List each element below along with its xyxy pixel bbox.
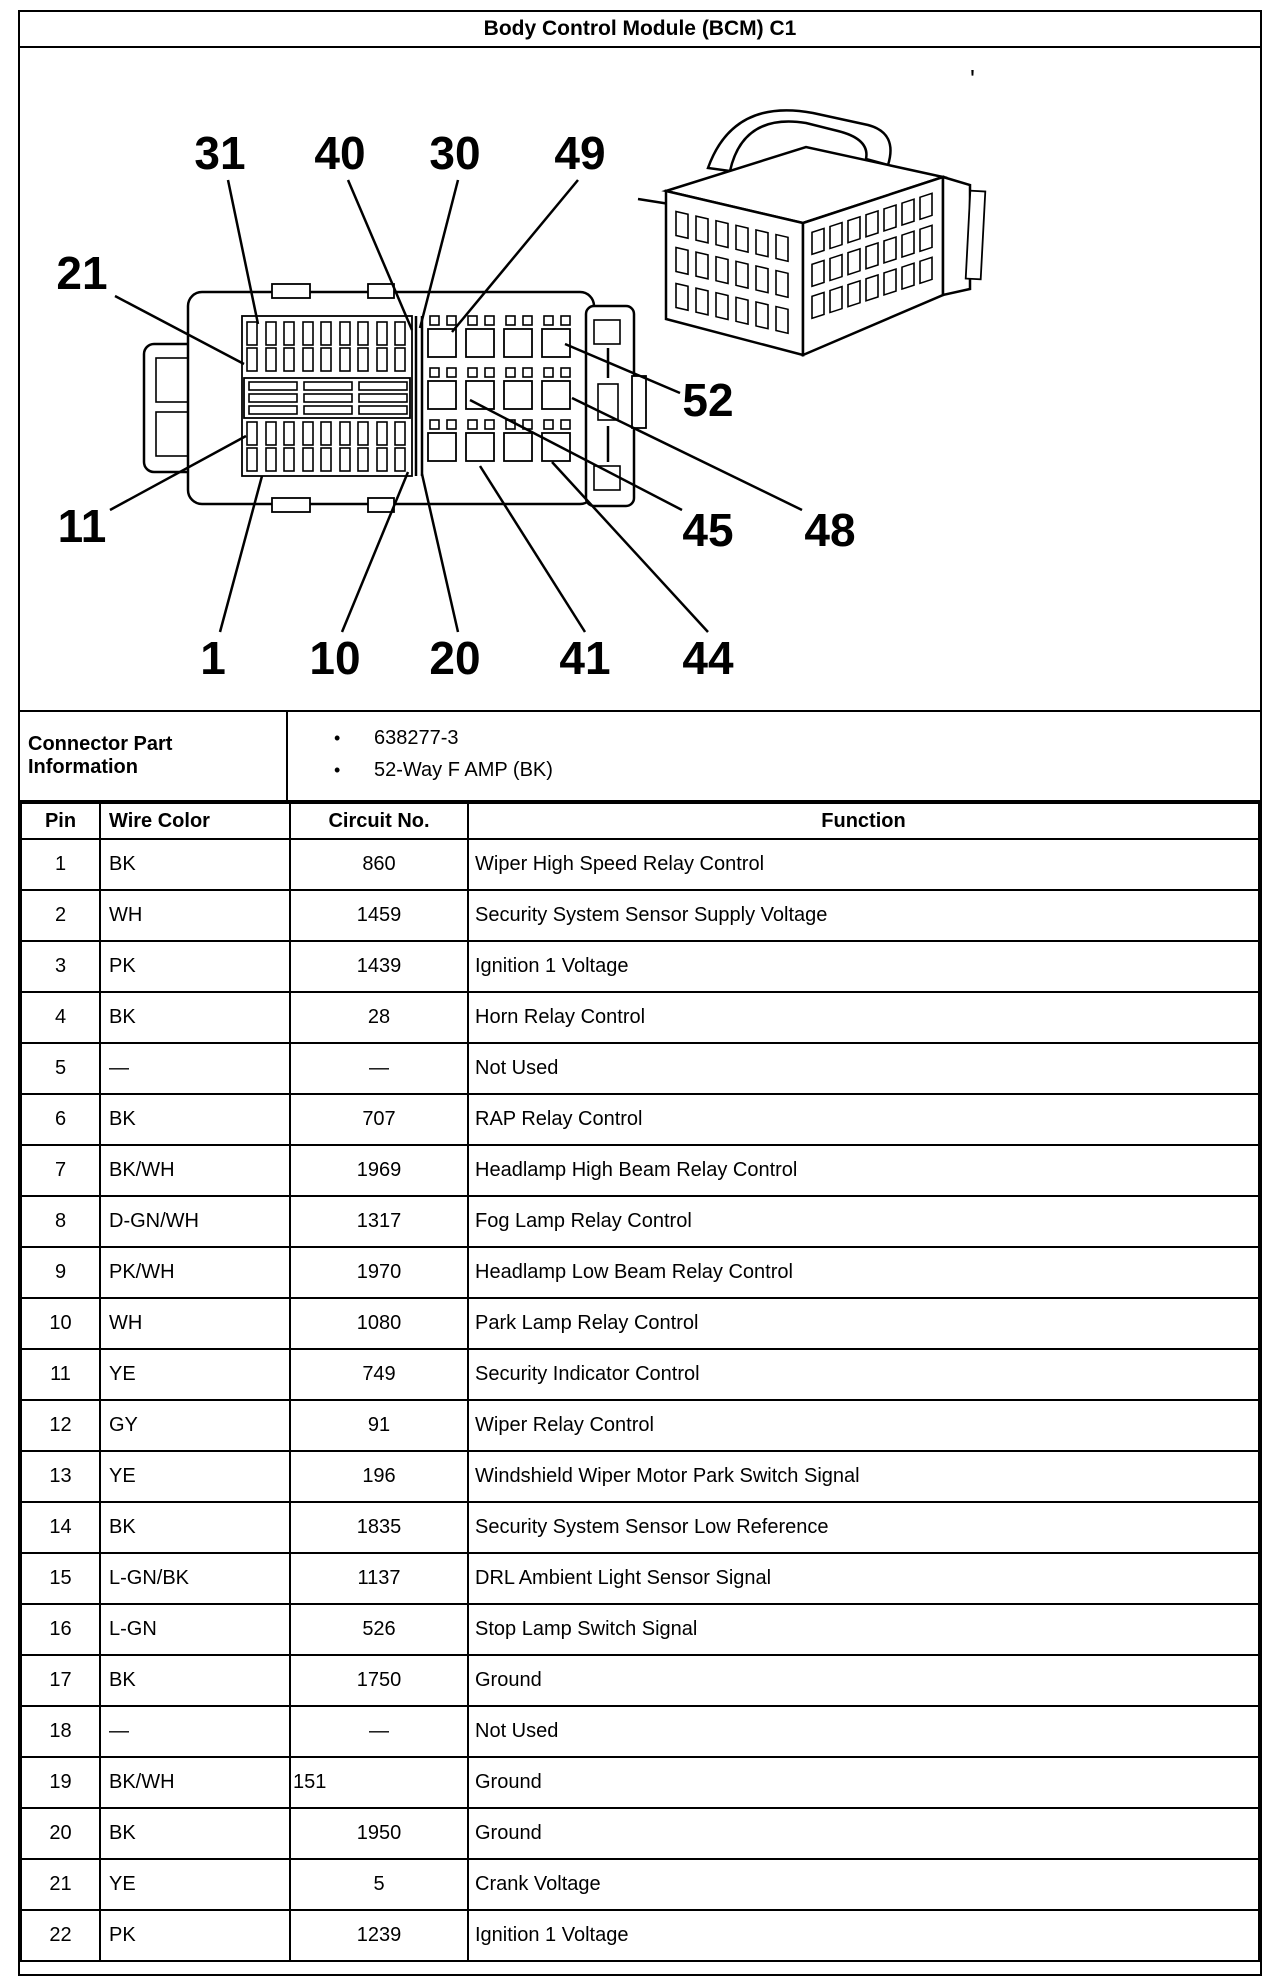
circuit-cell: 151 (290, 1757, 468, 1808)
callout-31: 31 (194, 127, 246, 179)
wire-color-cell: BK (100, 839, 290, 890)
wire-color-cell: PK (100, 941, 290, 992)
wire-color-cell: BK (100, 1094, 290, 1145)
callout-21: 21 (56, 247, 108, 299)
connector-3d-drawing (638, 110, 985, 355)
function-cell: Fog Lamp Relay Control (468, 1196, 1259, 1247)
table-row (21, 1553, 1259, 1604)
circuit-cell: 749 (290, 1349, 468, 1400)
wire-color-cell: L-GN (100, 1604, 290, 1655)
function-cell: Windshield Wiper Motor Park Switch Signal (468, 1451, 1259, 1502)
wire-color-cell: BK (100, 992, 290, 1043)
col-header-circuit: Circuit No. (290, 803, 468, 839)
circuit-cell: 1969 (290, 1145, 468, 1196)
callout-40: 40 (314, 127, 366, 179)
table-row (21, 1094, 1259, 1145)
callout-41: 41 (559, 632, 611, 684)
function-cell: Security Indicator Control (468, 1349, 1259, 1400)
function-cell: Wiper High Speed Relay Control (468, 839, 1259, 890)
wire-color-cell: BK/WH (100, 1145, 290, 1196)
connector-part-information-section (20, 712, 1260, 802)
pin-cell: 2 (21, 890, 100, 941)
pin-cell: 20 (21, 1808, 100, 1859)
wire-color-cell: WH (100, 890, 290, 941)
wire-color-cell: BK (100, 1808, 290, 1859)
function-cell: Wiper Relay Control (468, 1400, 1259, 1451)
wire-color-cell: D-GN/WH (100, 1196, 290, 1247)
pin-cell: 21 (21, 1859, 100, 1910)
table-row (21, 1451, 1259, 1502)
pin-table (20, 802, 1260, 1962)
circuit-cell: — (290, 1043, 468, 1094)
pin-cell: 4 (21, 992, 100, 1043)
table-row (21, 1043, 1259, 1094)
col-header-wire-color: Wire Color (100, 803, 290, 839)
function-cell: Ground (468, 1655, 1259, 1706)
wire-color-cell: PK (100, 1910, 290, 1961)
callout-45: 45 (682, 504, 734, 556)
pin-cell: 22 (21, 1910, 100, 1961)
function-cell: Ignition 1 Voltage (468, 941, 1259, 992)
table-row (21, 1502, 1259, 1553)
pin-cell: 7 (21, 1145, 100, 1196)
pin-cell: 1 (21, 839, 100, 890)
function-cell: Ground (468, 1757, 1259, 1808)
callout-10: 10 (309, 632, 361, 684)
callout-30: 30 (429, 127, 481, 179)
pin-cell: 11 (21, 1349, 100, 1400)
circuit-cell: 860 (290, 839, 468, 890)
table-row (21, 992, 1259, 1043)
connector-type: 52-Way F AMP (BK) (374, 759, 553, 781)
pin-table-header-row (21, 803, 1259, 839)
table-row (21, 1196, 1259, 1247)
wire-color-cell: L-GN/BK (100, 1553, 290, 1604)
connector-face-drawing (144, 284, 646, 512)
wire-color-cell: BK/WH (100, 1757, 290, 1808)
bullet-icon: • (334, 728, 341, 748)
circuit-cell: 196 (290, 1451, 468, 1502)
pin-cell: 19 (21, 1757, 100, 1808)
circuit-cell: 1439 (290, 941, 468, 992)
callout-20: 20 (429, 632, 481, 684)
callout-49: 49 (554, 127, 606, 179)
circuit-cell: 526 (290, 1604, 468, 1655)
function-cell: Stop Lamp Switch Signal (468, 1604, 1259, 1655)
wire-color-cell: YE (100, 1451, 290, 1502)
table-row (21, 1706, 1259, 1757)
table-row (21, 1757, 1259, 1808)
wire-color-cell: BK (100, 1655, 290, 1706)
wire-color-cell: BK (100, 1502, 290, 1553)
pin-cell: 17 (21, 1655, 100, 1706)
table-row (21, 1247, 1259, 1298)
col-header-pin: Pin (21, 803, 100, 839)
wire-color-cell: — (100, 1706, 290, 1757)
pin-cell: 10 (21, 1298, 100, 1349)
pin-cell: 13 (21, 1451, 100, 1502)
pin-cell: 18 (21, 1706, 100, 1757)
part-info-item (334, 727, 1260, 750)
table-row (21, 1808, 1259, 1859)
wire-color-cell: PK/WH (100, 1247, 290, 1298)
function-cell: Ignition 1 Voltage (468, 1910, 1259, 1961)
pin-cell: 9 (21, 1247, 100, 1298)
circuit-cell: 91 (290, 1400, 468, 1451)
circuit-cell: 1950 (290, 1808, 468, 1859)
callout-44: 44 (682, 632, 734, 684)
connector-diagram-svg (20, 48, 1260, 712)
function-cell: Ground (468, 1808, 1259, 1859)
part-info-item (334, 759, 1260, 782)
table-row (21, 1859, 1259, 1910)
function-cell: Headlamp Low Beam Relay Control (468, 1247, 1259, 1298)
function-cell: Crank Voltage (468, 1859, 1259, 1910)
function-cell: RAP Relay Control (468, 1094, 1259, 1145)
circuit-cell: 28 (290, 992, 468, 1043)
circuit-cell: 5 (290, 1859, 468, 1910)
wire-color-cell: GY (100, 1400, 290, 1451)
function-cell: Park Lamp Relay Control (468, 1298, 1259, 1349)
circuit-cell: 1750 (290, 1655, 468, 1706)
pin-table-body (21, 839, 1259, 1961)
callout-48: 48 (804, 504, 856, 556)
table-row (21, 1400, 1259, 1451)
wire-color-cell: YE (100, 1349, 290, 1400)
function-cell: Horn Relay Control (468, 992, 1259, 1043)
document-page (18, 10, 1262, 1976)
pin-cell: 5 (21, 1043, 100, 1094)
table-row (21, 890, 1259, 941)
circuit-cell: 1317 (290, 1196, 468, 1247)
connector-part-information-items (288, 712, 1260, 800)
part-number: 638277-3 (374, 727, 459, 749)
circuit-cell: 1970 (290, 1247, 468, 1298)
circuit-cell: 1080 (290, 1298, 468, 1349)
pin-cell: 3 (21, 941, 100, 992)
table-row (21, 1145, 1259, 1196)
function-cell: Security System Sensor Supply Voltage (468, 890, 1259, 941)
callout-52: 52 (682, 374, 734, 426)
col-header-function: Function (468, 803, 1259, 839)
table-row (21, 1910, 1259, 1961)
table-row (21, 1349, 1259, 1400)
table-row (21, 839, 1259, 890)
table-row (21, 1604, 1259, 1655)
function-cell: Headlamp High Beam Relay Control (468, 1145, 1259, 1196)
callout-1: 1 (200, 632, 226, 684)
circuit-cell: 1239 (290, 1910, 468, 1961)
page-title: Body Control Module (BCM) C1 (20, 12, 1260, 48)
wire-color-cell: — (100, 1043, 290, 1094)
table-row (21, 941, 1259, 992)
pin-cell: 14 (21, 1502, 100, 1553)
circuit-cell: 1835 (290, 1502, 468, 1553)
circuit-cell: — (290, 1706, 468, 1757)
pin-cell: 6 (21, 1094, 100, 1145)
function-cell: Not Used (468, 1706, 1259, 1757)
bullet-icon: • (334, 760, 341, 780)
connector-diagram (20, 48, 1260, 712)
function-cell: DRL Ambient Light Sensor Signal (468, 1553, 1259, 1604)
table-row (21, 1298, 1259, 1349)
function-cell: Security System Sensor Low Reference (468, 1502, 1259, 1553)
wire-color-cell: YE (100, 1859, 290, 1910)
left-pin-grid (242, 316, 412, 476)
circuit-cell: 1459 (290, 890, 468, 941)
circuit-cell: 707 (290, 1094, 468, 1145)
callout-11: 11 (57, 500, 107, 552)
wire-color-cell: WH (100, 1298, 290, 1349)
pin-cell: 8 (21, 1196, 100, 1247)
stray-mark: ' (970, 64, 975, 94)
pin-cell: 16 (21, 1604, 100, 1655)
connector-part-information-label: Connector Part Information (20, 712, 288, 800)
table-row (21, 1655, 1259, 1706)
circuit-cell: 1137 (290, 1553, 468, 1604)
function-cell: Not Used (468, 1043, 1259, 1094)
pin-cell: 12 (21, 1400, 100, 1451)
pin-cell: 15 (21, 1553, 100, 1604)
